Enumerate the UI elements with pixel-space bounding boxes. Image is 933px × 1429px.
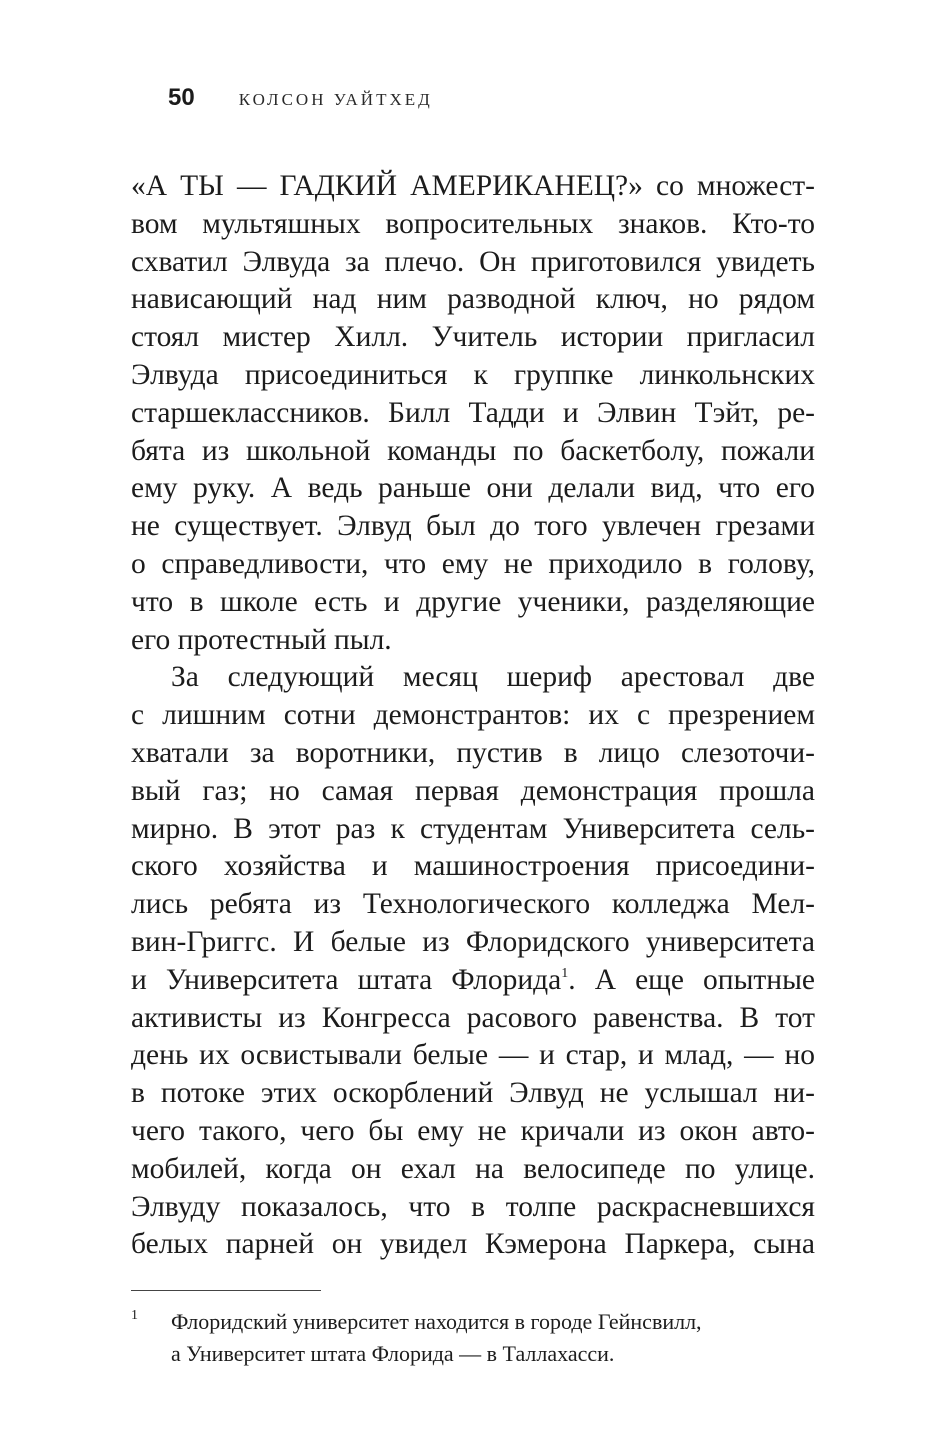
text-line: в потоке этих оскорблений Элвуд не услышал ни-	[131, 1077, 815, 1110]
text-line: бята из школьной команды по баскетболу, пожали	[131, 434, 815, 467]
text-line: нависающий над ним разводной ключ, но рядом	[131, 283, 815, 316]
text-line: не существует. Элвуд был до того увлечен грезами	[131, 510, 815, 543]
footnote-reference[interactable]: 1	[561, 965, 569, 981]
text-line: ему руку. А ведь раньше они делали вид, что его	[131, 472, 815, 505]
text-line: что в школе есть и другие ученики, разделяющие	[131, 585, 815, 618]
text-line: хватали за воротники, пустив в лицо слезоточи-	[131, 736, 815, 769]
text-line: Элвуда присоединиться к группке линкольнских	[131, 358, 815, 391]
text-line: стоял мистер Хилл. Учитель истории пригласил	[131, 321, 815, 354]
page-number: 50	[168, 84, 195, 111]
running-head-author: КОЛСОН УАЙТХЕД	[238, 90, 433, 109]
footnote-line: Флоридский университет находится в городе Гейнсвилл,	[171, 1309, 702, 1334]
text-line: Элвуду показалось, что в толпе раскрасневшихся	[131, 1190, 815, 1223]
text-segment: и Университета штата Флорида	[131, 963, 562, 996]
text-line: схватил Элвуда за плечо. Он приготовился увидеть	[131, 245, 815, 278]
text-line-with-footnote	[131, 962, 815, 1000]
body-text	[131, 168, 815, 1264]
text-line: мирно. В этот раз к студентам Университета сель-	[131, 812, 815, 845]
text-line: мобилей, когда он ехал на велосипеде по улице.	[131, 1152, 815, 1185]
text-line: день их освистывали белые — и стар, и млад, — но	[131, 1039, 815, 1072]
text-line: лись ребята из Технологического колледжа Мел-	[131, 888, 815, 921]
footnote	[131, 1306, 815, 1370]
text-line: активисты из Конгресса расового равенства. В тот	[131, 1001, 815, 1034]
footnote-mark: 1	[131, 1308, 138, 1323]
text-line: чего такого, чего бы ему не кричали из окон авто-	[131, 1114, 815, 1147]
text-line: старшеклассников. Билл Тадди и Элвин Тэйт, ре-	[131, 396, 815, 429]
footnote-line: а Университет штата Флорида — в Таллахасси.	[171, 1341, 615, 1366]
text-line: вый газ; но самая первая демонстрация прошла	[131, 774, 815, 807]
text-line: белых парней он увидел Кэмерона Паркера, сына	[131, 1228, 815, 1261]
text-line: За следующий месяц шериф арестовал две	[171, 661, 815, 694]
footnote-divider	[131, 1290, 321, 1291]
text-segment: . А еще опытные	[568, 963, 815, 996]
page-header	[168, 84, 433, 124]
text-line: с лишним сотни демонстрантов: их с презрением	[131, 699, 815, 732]
text-line: вин-Григгс. И белые из Флоридского университета	[131, 925, 815, 958]
text-line: ского хозяйства и машиностроения присоедини-	[131, 850, 815, 883]
text-line: «А ТЫ — ГАДКИЙ АМЕРИКАНЕЦ?» со множест-	[131, 170, 815, 202]
text-line: его протестный пыл.	[131, 623, 392, 656]
text-line: вом мультяшных вопросительных знаков. Кто-то	[131, 207, 815, 240]
text-line: о справедливости, что ему не приходило в голову,	[131, 547, 815, 580]
